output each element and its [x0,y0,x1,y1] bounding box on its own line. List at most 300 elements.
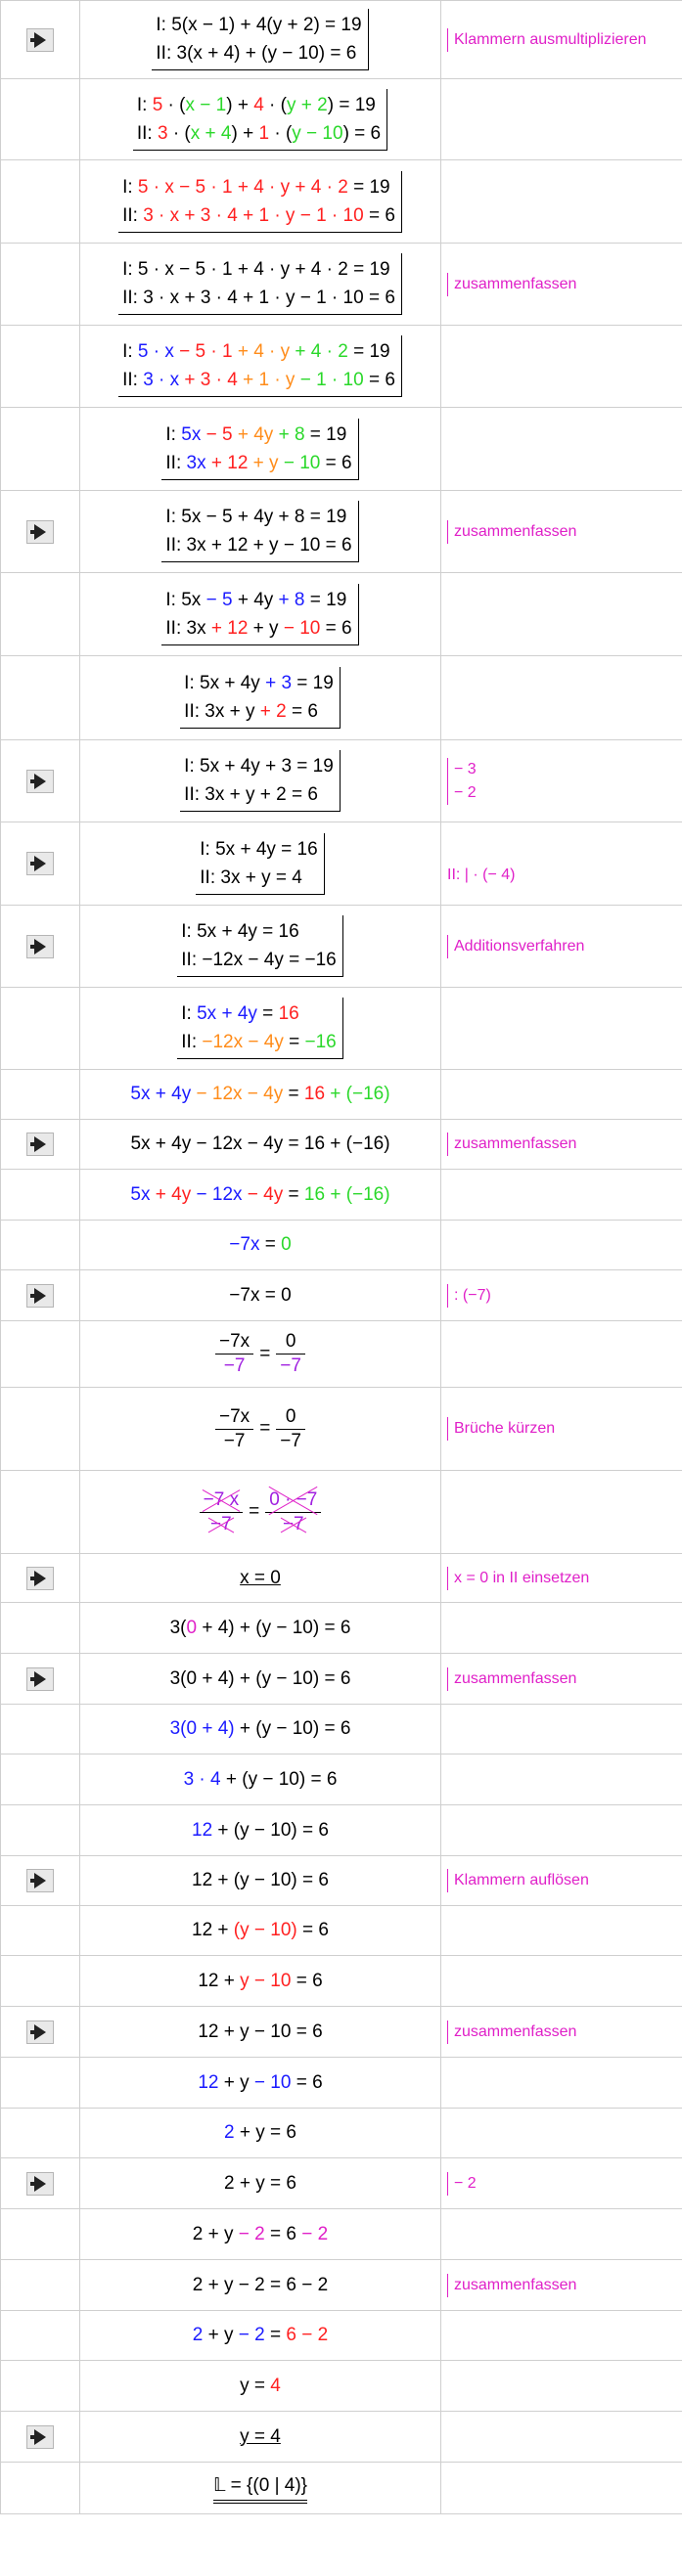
math-term: II: 3x + y + 2 = 6 [184,784,318,805]
math-term: 3 · x [143,370,180,390]
annotation-cell [441,1654,682,1705]
equation-cell [80,408,441,491]
equation-cell [80,1705,441,1754]
equation-line [181,1028,336,1056]
math-term: + y = 6 [234,2122,296,2143]
equation-cell [80,1654,441,1705]
math-term: II: [165,452,187,473]
operation-note-line: zusammenfassen [454,275,577,292]
equation-line [181,917,336,946]
equation-cell [80,1321,441,1388]
math-term: −7 [223,1430,246,1451]
equation-cell [80,2361,441,2412]
step-row [1,2260,682,2311]
equation [130,1132,389,1157]
operation-note-line: Additionsverfahren [454,937,585,955]
equals-sign: = [249,1501,260,1523]
step-icon-cell [1,2058,80,2109]
math-term: II: [181,1032,203,1052]
equation-cell [80,988,441,1070]
math-term: + 1 · y [237,370,296,390]
math-term: · ( [263,94,287,115]
next-step-arrow-icon[interactable] [26,935,54,958]
math-term: 2 + y = 6 [224,2172,296,2194]
math-term: 0 [285,1331,296,1352]
math-term: = [256,1003,279,1024]
annotation-cell [441,2260,682,2311]
math-term: 3x [186,452,206,473]
step-icon-cell [1,1705,80,1754]
math-term: 0 · −7 [269,1488,318,1510]
equation-cell [80,1554,441,1603]
step-icon-cell [1,1321,80,1388]
annotation-cell [441,1270,682,1321]
math-term: + y [218,2071,254,2093]
equation-cell [80,326,441,408]
math-term: 5x + 4y [197,1003,257,1024]
step-row [1,79,682,160]
operation-note-line: zusammenfassen [454,1135,577,1152]
operation-note [447,1567,589,1590]
step-icon-cell [1,2260,80,2311]
equation-line [181,999,336,1028]
annotation-cell [441,2058,682,2109]
operation-note [447,1284,491,1308]
math-term: = 6 [320,452,352,473]
operation-note-line: − 2 [454,2174,477,2192]
math-term: + 12 [210,617,249,639]
equation-system [196,833,324,895]
step-row [1,1070,682,1120]
fraction [215,1330,253,1378]
math-term: = 19 [347,341,390,362]
math-term: = [283,1032,305,1052]
math-term: II: −12x − 4y = −16 [181,950,337,970]
math-term: −7 x [203,1488,240,1510]
math-term: x + 4 [190,122,232,144]
annotation-cell [441,988,682,1070]
math-term: 4 [270,2375,281,2396]
math-term: (y − 10) [233,1920,297,1940]
math-term: 0 [281,1234,292,1255]
math-term: 12 + (y − 10) = 6 [192,1870,329,1890]
annotation-cell [441,1554,682,1603]
math-term: + 8 [278,589,305,610]
annotation-cell [441,740,682,822]
equation-line [122,284,395,312]
fraction-denominator [200,1513,243,1536]
step-icon-cell [1,491,80,573]
math-term: −7 [280,1355,301,1376]
annotation-cell [441,2361,682,2412]
equation-system [177,915,342,977]
math-term: I: [122,176,138,198]
equation-system [118,335,402,397]
equation-cell [80,1856,441,1906]
step-row [1,491,682,573]
math-term: 2 [192,2325,204,2345]
math-term: 3 · x + 3 · 4 + 1 · y − 1 · 10 [143,204,364,226]
step-icon-cell [1,160,80,244]
next-step-arrow-icon[interactable] [26,1284,54,1308]
fraction-numerator [200,1488,243,1513]
equation-line [184,752,334,780]
step-row [1,2311,682,2361]
math-term: I: 5 · x − 5 · 1 + 4 · y + 4 · 2 = 19 [122,259,390,280]
math-term: = 19 [304,589,347,610]
operation-note-line: Klammern auflösen [454,1872,589,1888]
step-row [1,656,682,740]
operation-note-line: zusammenfassen [454,1669,577,1687]
equation-cell [80,2058,441,2109]
equation-cell [80,1471,441,1554]
equation-line [137,91,381,119]
equation-line [165,614,351,643]
math-term: −7x [219,1405,250,1427]
fraction [215,1405,253,1453]
annotation-cell [441,408,682,491]
annotation-cell [441,1471,682,1554]
equation-line [122,201,395,230]
annotation-cell [441,1705,682,1754]
equation-line [200,835,317,864]
operation-note [447,28,647,52]
annotation-cell [441,1321,682,1388]
math-term: = 6 [363,370,395,390]
math-term: · ( [167,122,191,144]
math-term: I: [136,94,153,115]
next-step-arrow-icon[interactable] [26,1667,54,1691]
equation [184,1767,338,1793]
step-icon-cell [1,2463,80,2514]
step-row [1,2109,682,2158]
math-term: y − 10 [292,122,343,144]
step-icon-cell [1,2007,80,2058]
math-term: − 5 [205,589,233,610]
operation-note-line [447,840,516,864]
step-icon-cell [1,656,80,740]
step-row [1,1754,682,1805]
equation-cell [80,79,441,160]
equation-line [122,173,395,201]
equation-cell [80,2209,441,2260]
next-step-arrow-icon[interactable] [26,520,54,544]
math-term: II: 3 · x + 3 · 4 + 1 · y − 1 · 10 = 6 [122,288,395,308]
equation [240,2424,281,2450]
math-term: I: 5x + 4y = 16 [200,838,318,860]
step-icon-cell [1,1,80,79]
math-term: = 6 [291,2071,323,2093]
next-step-arrow-icon[interactable] [26,1567,54,1590]
equation-cell [80,1805,441,1856]
equation [192,1918,329,1943]
fraction [276,1405,305,1453]
equation-line [165,503,351,531]
step-row [1,906,682,988]
math-term: 12 + y − 10 = 6 [198,2021,323,2042]
step-row [1,1170,682,1221]
operation-note [447,758,477,805]
math-term: I: 5x + 4y = 16 [181,921,299,942]
math-term: ) + [231,122,259,144]
math-term: x = 0 [240,1567,281,1588]
math-term: − 1 · 10 [295,370,364,390]
step-icon-cell [1,1388,80,1471]
equation [170,1666,351,1692]
math-term: 5x + 4y [130,1084,192,1104]
math-term: − 10 [253,2071,292,2093]
step-icon-cell [1,2412,80,2463]
step-icon-cell [1,740,80,822]
math-term: 0 [285,1405,296,1427]
equation-cell [80,491,441,573]
operation-note [447,520,576,544]
math-term: 3 · 4 [183,1768,221,1790]
step-row [1,1120,682,1170]
equation-cell [80,822,441,906]
math-term: + (y − 10) = 6 [220,1768,338,1790]
operation-note-line: : (−7) [454,1286,491,1304]
equation-cell [80,573,441,656]
equation [229,1283,291,1309]
equation [170,1616,351,1641]
equation-cell [80,656,441,740]
math-term: 3 [157,122,168,144]
math-term: · ( [162,94,186,115]
annotation-cell [441,2109,682,2158]
equation-cell [80,2007,441,2058]
math-term: y − 10 [240,1970,292,1991]
operation-note [447,1667,576,1691]
math-term: II: [122,370,144,390]
step-icon-cell [1,1070,80,1120]
math-term: y + 2 [287,94,328,115]
equation-line [156,11,361,39]
step-row [1,2463,682,2514]
step-row [1,326,682,408]
equation-system [152,9,368,70]
equation-cell [80,1221,441,1270]
equation-cell [80,1270,441,1321]
next-step-arrow-icon[interactable] [26,1133,54,1156]
math-term: 3(0 + 4) + (y − 10) = 6 [169,1667,351,1689]
annotation-cell [441,1906,682,1956]
math-term: 0 [186,1617,198,1638]
annotation-cell [441,1,682,79]
equation-line [122,255,395,284]
annotation-cell [441,1120,682,1170]
math-term: 12 [192,1819,213,1841]
math-term: = 19 [292,673,334,693]
math-term: − 10 [278,452,321,473]
math-term: ) + [226,94,254,115]
equation-cell [80,1170,441,1221]
equation-line [137,119,381,148]
annotation-cell [441,79,682,160]
equation-line [200,864,317,892]
equation-cell [80,1070,441,1120]
step-row [1,1856,682,1906]
math-term: 2 + y − 2 = 6 − 2 [192,2274,329,2295]
operation-note [447,1417,555,1441]
math-term: −16 [304,1032,337,1052]
math-term: II: 3x + 12 + y − 10 = 6 [165,535,352,555]
step-row [1,1554,682,1603]
fraction [265,1488,321,1536]
annotation-cell [441,1603,682,1654]
equation [192,1868,329,1893]
step-icon-cell [1,1554,80,1603]
equation [192,1818,329,1843]
math-term: 1 [258,122,270,144]
math-term: 16 [278,1003,299,1024]
annotation-cell [441,656,682,740]
step-row [1,244,682,326]
next-step-arrow-icon[interactable] [26,2172,54,2196]
step-icon-cell [1,1471,80,1554]
math-term: II: 3x + y [184,701,260,722]
operation-note-line: x = 0 in II einsetzen [454,1569,590,1586]
step-icon-cell [1,906,80,988]
next-step-arrow-icon[interactable] [26,2021,54,2044]
annotation-cell [441,1388,682,1471]
next-step-arrow-icon[interactable] [26,2425,54,2449]
math-term: II: [136,122,158,144]
math-term: −12x − 4y [202,1032,284,1052]
step-icon-cell [1,1221,80,1270]
math-term: y = 4 [240,2425,281,2447]
operation-note [447,1133,576,1156]
fraction-denominator [215,1430,253,1453]
annotation-cell [441,326,682,408]
next-step-arrow-icon[interactable] [26,1869,54,1892]
math-term: 𝕃 = {(0 | 4)} [212,2474,308,2496]
equation-cell [80,906,441,988]
step-row [1,2007,682,2058]
math-term: −7x = 0 [229,1284,292,1306]
annotation-cell [441,2158,682,2209]
math-term: 4 [253,94,264,115]
step-icon-cell [1,1654,80,1705]
equation [213,2473,307,2504]
math-term: II: 3(x + 4) + (y − 10) = 6 [156,43,357,64]
fraction [200,1488,243,1536]
equation-system [180,667,341,729]
math-term: = [259,1234,282,1255]
next-step-arrow-icon[interactable] [26,770,54,793]
step-icon-cell [1,2109,80,2158]
math-term: −7 [282,1513,304,1534]
annotation-cell [441,2007,682,2058]
fraction-denominator [276,1355,305,1378]
math-term: + y [248,452,279,473]
math-term: + 4 · 2 [290,341,348,362]
equation-system [180,750,341,812]
step-icon-cell [1,244,80,326]
math-term: = [283,1183,304,1205]
math-term: 5x [130,1183,151,1205]
step-icon-cell [1,1754,80,1805]
equation-system [161,584,358,645]
next-step-arrow-icon[interactable] [26,852,54,875]
math-term: 5x [181,423,202,445]
fraction-numerator [215,1330,253,1355]
equation [170,1716,351,1742]
step-row [1,1705,682,1754]
next-step-arrow-icon[interactable] [26,28,54,52]
step-icon-cell [1,1270,80,1321]
annotation-cell [441,906,682,988]
equation-cell [80,2463,441,2514]
math-term: + 8 [273,423,305,445]
step-icon-cell [1,822,80,906]
operation-note-line: II: | · (− 4) [447,866,516,883]
math-term: −7x [229,1234,260,1255]
math-term: 2 [224,2122,235,2143]
step-icon-cell [1,573,80,656]
step-row [1,160,682,244]
equation-line [184,669,334,697]
step-row [1,1321,682,1388]
math-term: I: [122,341,138,362]
math-term: 5 · x − 5 · 1 + 4 · y + 4 · 2 [137,176,348,198]
step-icon-cell [1,1906,80,1956]
math-term: − 2 [301,2223,329,2244]
math-term: I: 5x [165,589,206,610]
equation-line [184,697,334,726]
equation-system [118,171,402,233]
operation-note [447,273,576,296]
equation-line [165,586,351,614]
step-icon-cell [1,79,80,160]
math-term: + (−16) [325,1084,390,1104]
math-term: = 6 [286,701,318,722]
annotation-cell [441,1170,682,1221]
math-term: − 2 [238,2223,265,2244]
math-term: − 5 [201,423,233,445]
equation [240,1566,281,1591]
math-term: −7 [280,1430,301,1451]
step-row [1,1221,682,1270]
equation-line [122,366,395,394]
equation [130,1082,389,1107]
step-icon-cell [1,408,80,491]
equation-system [161,419,358,480]
math-term: II: 3x [165,617,211,639]
fraction-numerator [215,1405,253,1430]
math-term: + 12 [205,452,249,473]
math-term: I: 5(x − 1) + 4(y + 2) = 19 [156,15,362,35]
equals-sign: = [259,1418,271,1440]
equation [193,2222,328,2247]
step-row [1,1805,682,1856]
math-term: + 3 [265,673,293,693]
fraction-numerator [265,1488,321,1513]
math-term: I: [181,1003,198,1024]
math-term: + y [203,2325,239,2345]
operation-note [447,2172,477,2196]
annotation-cell [441,491,682,573]
math-term: I: 5x + 4y [184,673,266,693]
step-row [1,1270,682,1321]
annotation-cell [441,1070,682,1120]
math-term: − 12x [191,1183,243,1205]
math-term: 5 [152,94,163,115]
annotation-cell [441,1221,682,1270]
math-term: = 6 [291,1970,323,1991]
equation-cell [80,2412,441,2463]
annotation-cell [441,160,682,244]
